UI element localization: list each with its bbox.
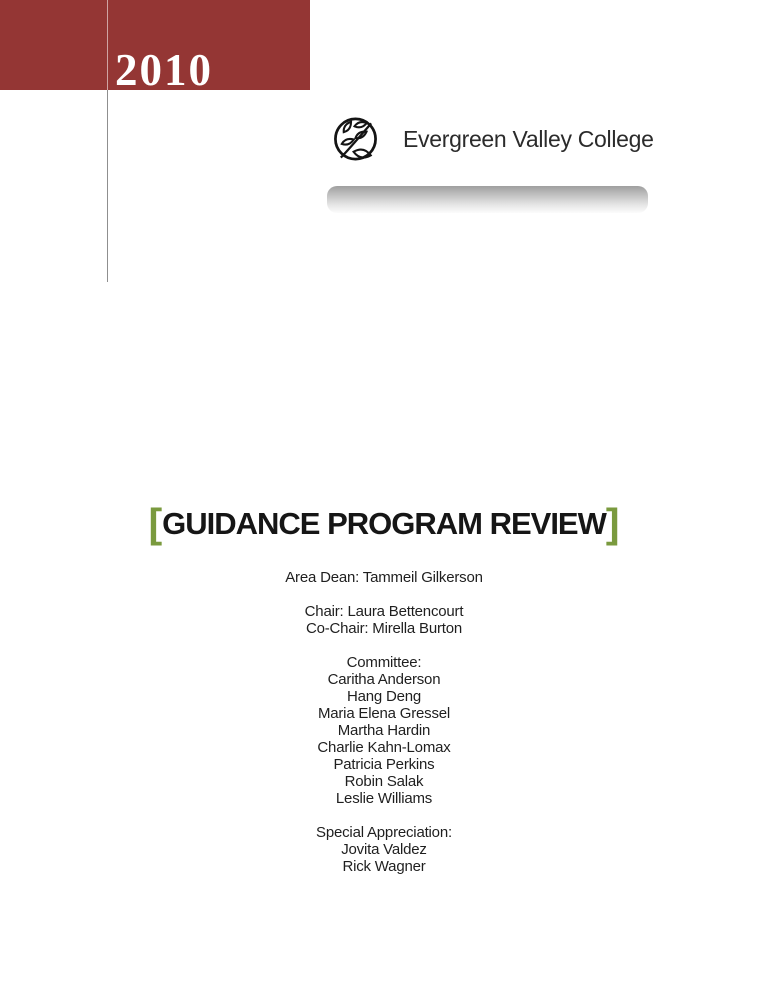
- committee-member: Caritha Anderson: [327, 671, 441, 688]
- leaf-logo-icon: [332, 114, 379, 164]
- committee-member: Charlie Kahn-Lomax: [317, 739, 451, 756]
- committee-member: Maria Elena Gressel: [317, 705, 451, 722]
- committee-member: Robin Salak: [344, 773, 424, 790]
- committee-label: Committee:: [346, 654, 422, 671]
- committee-member: Patricia Perkins: [333, 756, 435, 773]
- vertical-rule-over-banner: [107, 0, 108, 90]
- year-label: 2010: [115, 45, 213, 95]
- college-logo: [332, 113, 654, 165]
- year-banner: [0, 0, 310, 95]
- college-name: Evergreen Valley College: [403, 125, 654, 152]
- title-close-bracket: ]: [605, 500, 620, 546]
- committee-member: Leslie Williams: [335, 790, 433, 807]
- special-appreciation-label: Special Appreciation:: [316, 824, 452, 841]
- divider-gloss-bar: [327, 186, 648, 213]
- committee-member: Hang Deng: [346, 688, 422, 705]
- title-open-bracket: [: [148, 500, 163, 546]
- vertical-rule: [107, 90, 108, 282]
- credits-block: [0, 569, 768, 875]
- special-appreciation-name: Rick Wagner: [342, 858, 426, 875]
- document-title: [0, 498, 768, 546]
- title-text: GUIDANCE PROGRAM REVIEW: [162, 506, 606, 541]
- chair-line: Chair: Laura Bettencourt: [304, 603, 464, 620]
- area-dean-line: Area Dean: Tammeil Gilkerson: [285, 569, 483, 586]
- committee-member: Martha Hardin: [337, 722, 431, 739]
- special-appreciation-name: Jovita Valdez: [341, 841, 427, 858]
- co-chair-line: Co-Chair: Mirella Burton: [305, 620, 463, 637]
